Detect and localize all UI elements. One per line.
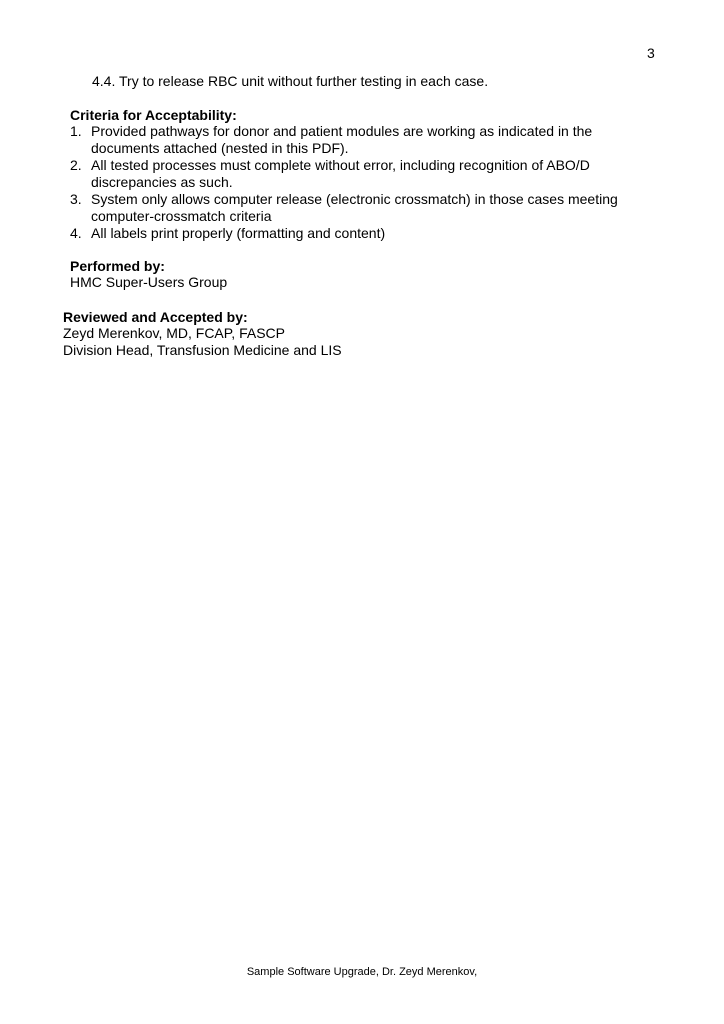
reviewed-by-heading: Reviewed and Accepted by: [63,309,248,325]
criteria-item-number: 2. [70,157,82,173]
criteria-item-3 [70,191,650,225]
criteria-item-1 [70,123,650,157]
criteria-item-text: System only allows computer release (electronic crossmatch) in those cases meeting computer-crossmatch criteria [91,191,618,224]
performed-by-name: HMC Super-Users Group [70,274,228,290]
reviewed-by-section [63,309,342,359]
reviewer-title: Division Head, Transfusion Medicine and LIS [63,342,342,358]
criteria-item-number: 1. [70,123,82,139]
criteria-item-2 [70,157,650,191]
sub-item-text: Try to release RBC unit without further testing in each case. [119,73,489,89]
performed-by-section [70,258,227,291]
sub-item-number: 4.4. [92,73,116,89]
page-number: 3 [647,45,655,61]
criteria-item-text: All labels print properly (formatting and content) [91,225,386,241]
criteria-heading: Criteria for Acceptability: [70,107,237,123]
page-footer: Sample Software Upgrade, Dr. Zeyd Merenkov, [246,966,478,978]
criteria-item-text: All tested processes must complete without error, including recognition of ABO/D discrepancies as such. [91,157,590,190]
criteria-list [70,123,650,242]
performed-by-heading: Performed by: [70,258,165,274]
reviewer-name: Zeyd Merenkov, MD, FCAP, FASCP [63,325,285,341]
criteria-item-number: 3. [70,191,82,207]
criteria-section [70,107,650,242]
criteria-item-text: Provided pathways for donor and patient modules are working as indicated in the documents attached (nested in this PDF). [91,123,593,156]
criteria-item-4 [70,225,650,242]
sub-item-4-4 [92,73,488,89]
criteria-item-number: 4. [70,225,82,241]
